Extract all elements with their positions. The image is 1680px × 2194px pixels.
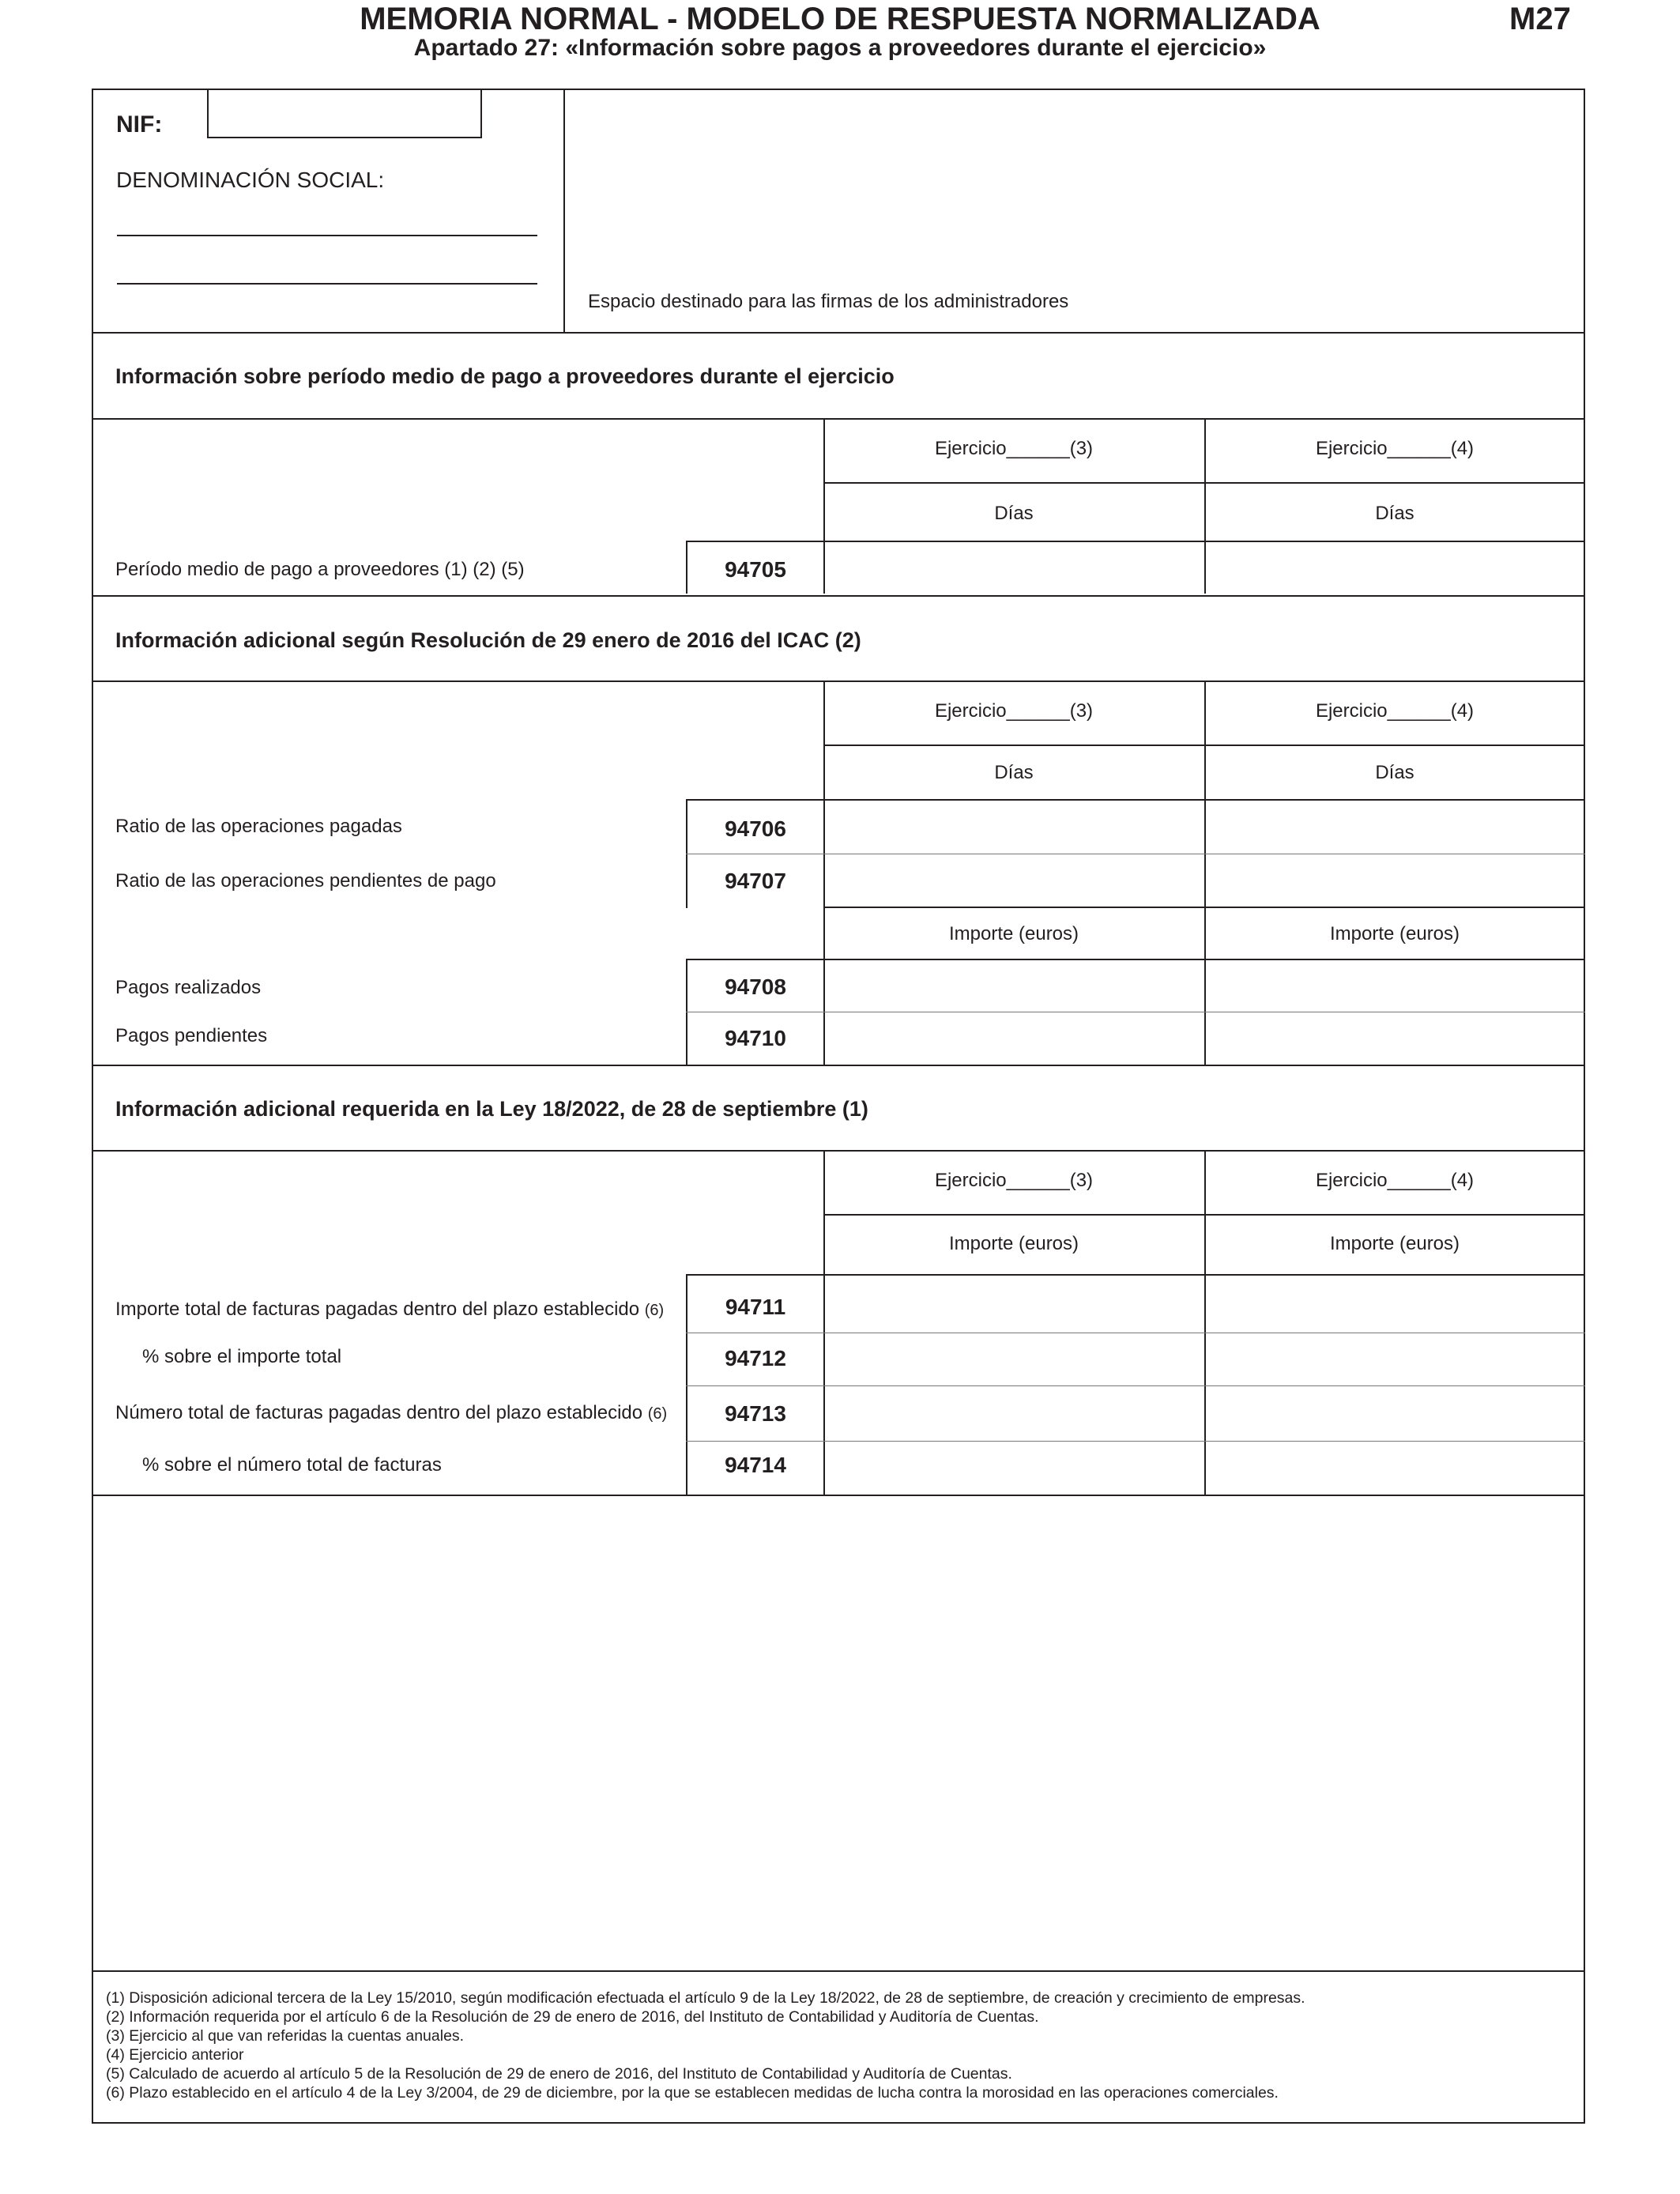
row-code: 94710 (725, 1026, 786, 1050)
section1-bottom-rule (92, 595, 1585, 597)
row-code: 94706 (725, 816, 786, 841)
nif-field[interactable] (207, 89, 482, 138)
row-note: (6) (647, 1405, 668, 1423)
s2-col-previous: Ejercicio______(4) (1315, 700, 1475, 722)
s2-unit-current: Días (994, 762, 1034, 783)
row-code: 94712 (725, 1346, 786, 1370)
section1-title-rule (92, 418, 1585, 420)
footnote: (2) Información requerida por el artículo 6 de la Resolución de 29 de enero de 2016, del Instituto de Contabilidad y Auditoría de Cuentas. (106, 2008, 1039, 2026)
row-code: 94705 (725, 557, 786, 582)
row-label: Período medio de pago a proveedores (1) (2) (5) (115, 559, 525, 580)
input-94705-current[interactable] (825, 542, 1203, 592)
s3-row-rule-b (686, 1385, 1585, 1386)
row-label: Pagos realizados (115, 977, 262, 998)
denominacion-line-2[interactable] (117, 283, 537, 285)
row-code: 94714 (725, 1453, 786, 1477)
input-94706-current[interactable] (825, 801, 1203, 853)
footnote: (6) Plazo establecido en el artículo 4 de la Ley 3/2004, de 29 de diciembre, por la que se establecen medidas de lucha contra la morosidad en las operaciones comerciales. (106, 2084, 1279, 2102)
s1-col-previous: Ejercicio______(4) (1315, 438, 1475, 459)
s2-header-rule (823, 745, 1585, 746)
row-code: 94707 (725, 869, 786, 893)
input-94705-previous[interactable] (1206, 542, 1584, 592)
s2-ratio-bottom-rule (823, 907, 1585, 908)
s2-unit2-current: Importe (euros) (948, 923, 1079, 944)
nif-label: NIF: (116, 111, 163, 138)
row-label: Importe total de facturas pagadas dentro del plazo establecido (6) (115, 1299, 665, 1320)
section2-bottom-rule (92, 1065, 1585, 1066)
footnote: (4) Ejercicio anterior (106, 2046, 244, 2064)
section2-title-rule (92, 680, 1584, 682)
identification-divider (563, 89, 565, 334)
s2-unit-previous: Días (1375, 762, 1414, 783)
section1-title: Información sobre período medio de pago a proveedores durante el ejercicio (115, 364, 895, 388)
input-94708-current[interactable] (825, 960, 1203, 1011)
input-94714-current[interactable] (825, 1442, 1203, 1494)
input-94711-previous[interactable] (1206, 1276, 1584, 1332)
model-code: M27 (1509, 2, 1571, 36)
footnotes-top-rule (92, 1970, 1585, 1972)
s3-unit-current: Importe (euros) (948, 1233, 1079, 1254)
row-label: % sobre el número total de facturas (142, 1454, 442, 1476)
form-subtitle: Apartado 27: «Información sobre pagos a proveedores durante el ejercicio» (413, 35, 1267, 61)
input-94713-current[interactable] (825, 1387, 1203, 1440)
row-code: 94708 (725, 974, 786, 999)
section3-title: Información adicional requerida en la Ley 18/2022, de 28 de septiembre (1) (115, 1097, 868, 1121)
s3-row-rule-c (686, 1441, 1585, 1442)
row-label: Ratio de las operaciones pendientes de pago (115, 870, 496, 892)
section3-title-rule (92, 1150, 1585, 1152)
row-note: (6) (644, 1302, 665, 1319)
s1-col-current: Ejercicio______(3) (934, 438, 1094, 459)
input-94711-current[interactable] (825, 1276, 1203, 1332)
input-94707-previous[interactable] (1206, 855, 1584, 906)
section3-bottom-rule (92, 1495, 1585, 1496)
footnotes (106, 1989, 1576, 2102)
row-code: 94713 (725, 1401, 786, 1426)
signatures-area: Espacio destinado para las firmas de los administradores (588, 291, 1069, 312)
row-code: 94711 (725, 1295, 786, 1319)
input-94710-previous[interactable] (1206, 1013, 1584, 1063)
s1-header-rule (823, 482, 1585, 484)
input-94713-previous[interactable] (1206, 1387, 1584, 1440)
s3-col-current: Ejercicio______(3) (934, 1170, 1094, 1191)
input-94710-current[interactable] (825, 1013, 1203, 1063)
s3-col-previous: Ejercicio______(4) (1315, 1170, 1475, 1191)
input-94707-current[interactable] (825, 855, 1203, 906)
s3-unit-previous: Importe (euros) (1329, 1233, 1460, 1254)
s3-header-rule (823, 1214, 1585, 1216)
input-94714-previous[interactable] (1206, 1442, 1584, 1494)
row-label: Número total de facturas pagadas dentro del plazo establecido (6) (115, 1402, 668, 1423)
footnote: (5) Calculado de acuerdo al artículo 5 de la Resolución de 29 de enero de 2016, del Instituto de Contabilidad y Auditoría de Cuentas. (106, 2065, 1012, 2083)
s2-unit2-previous: Importe (euros) (1329, 923, 1460, 944)
s1-unit-previous: Días (1375, 503, 1414, 524)
s2-col-current: Ejercicio______(3) (934, 700, 1094, 722)
footnote: (1) Disposición adicional tercera de la Ley 15/2010, según modificación efectuada el artículo 9 de la Ley 18/2022, de 28 de septiembre, de creación y crecimiento de empresas. (106, 1989, 1305, 2007)
section2-title: Información adicional según Resolución de 29 enero de 2016 del ICAC (2) (115, 628, 861, 652)
form-title: MEMORIA NORMAL - MODELO DE RESPUESTA NORMALIZADA (360, 2, 1320, 36)
input-94712-previous[interactable] (1206, 1334, 1584, 1385)
denominacion-line-1[interactable] (117, 235, 537, 236)
input-94708-previous[interactable] (1206, 960, 1584, 1011)
denominacion-label: DENOMINACIÓN SOCIAL: (116, 168, 385, 192)
identification-bottom-rule (92, 332, 1585, 334)
row-label: % sobre el importe total (142, 1346, 342, 1367)
s1-unit-current: Días (994, 503, 1034, 524)
input-94706-previous[interactable] (1206, 801, 1584, 853)
row-label: Pagos pendientes (115, 1025, 268, 1046)
row-label: Ratio de las operaciones pagadas (115, 816, 402, 837)
input-94712-current[interactable] (825, 1334, 1203, 1385)
footnote: (3) Ejercicio al que van referidas la cuentas anuales. (106, 2027, 465, 2045)
